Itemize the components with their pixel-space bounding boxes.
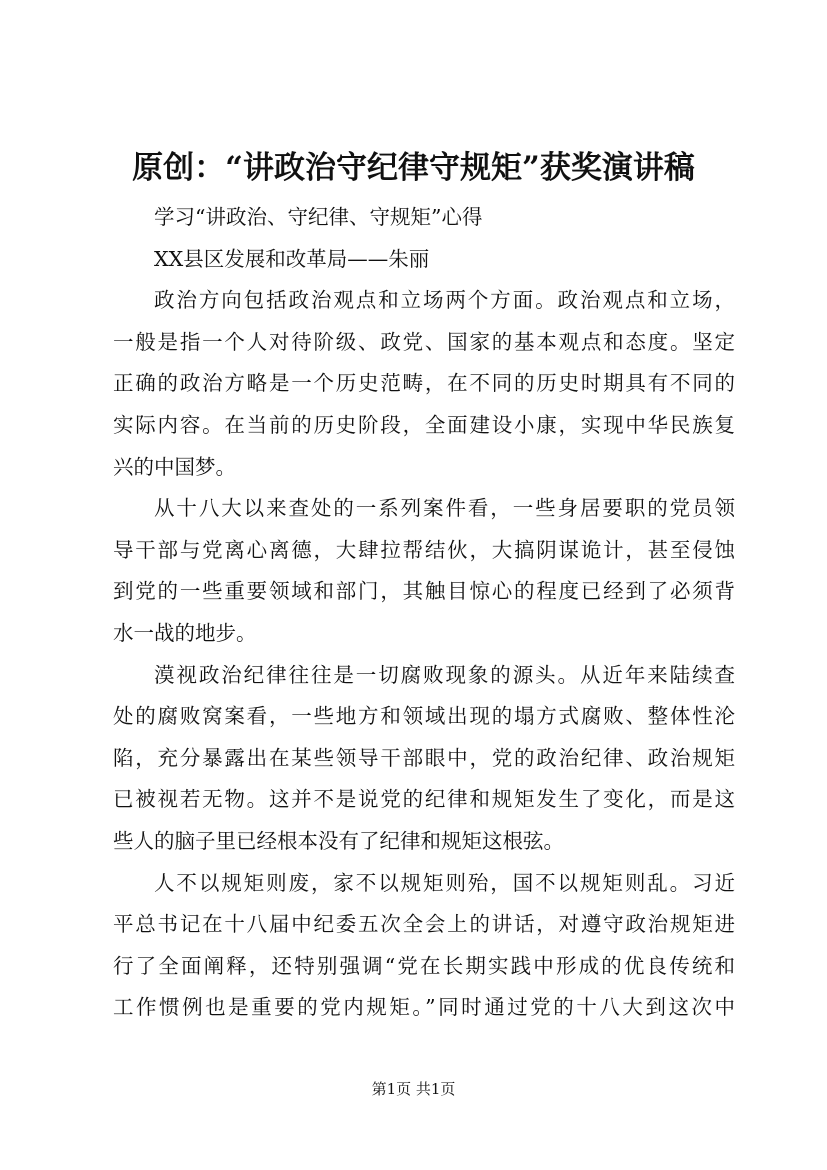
- paragraph-line: 水一战的地步。: [113, 620, 257, 645]
- paragraph-line: 一般是指一个人对待阶级、政党、国家的基本观点和态度。坚定: [113, 329, 735, 354]
- paragraph-line: 些人的脑子里已经根本没有了纪律和规矩这根弦。: [113, 828, 564, 853]
- paragraph-line: 工作惯例也是重要的党内规矩。”同时通过党的十八大到这次中: [113, 995, 735, 1020]
- paragraph-line: 漠视政治纪律往往是一切腐败现象的源头。从近年来陆续查: [154, 662, 735, 687]
- paragraph-line: 平总书记在十八届中纪委五次全会上的讲话，对遵守政治规矩进: [113, 912, 735, 937]
- author-line: XX县区发展和改革局——朱丽: [154, 246, 430, 271]
- subtitle: 学习“讲政治、守纪律、守规矩”心得: [154, 205, 483, 229]
- paragraph-4: [113, 863, 735, 1029]
- paragraph-3: [113, 655, 735, 863]
- paragraph-line: 陷，充分暴露出在某些领导干部眼中，党的政治纪律、政治规矩: [113, 745, 735, 770]
- paragraph-line: 到党的一些重要领域和部门，其触目惊心的程度已经到了必须背: [113, 579, 735, 604]
- paragraph-line: 已被视若无物。这并不是说党的纪律和规矩发生了变化，而是这: [113, 787, 735, 812]
- paragraph-line: 兴的中国梦。: [113, 454, 236, 479]
- page-footer: 第1页 共1页: [371, 1080, 456, 1098]
- paragraph-line: 政治方向包括政治观点和立场两个方面。政治观点和立场，: [154, 288, 735, 313]
- paragraph-line: 人不以规矩则废，家不以规矩则殆，国不以规矩则乱。习近: [154, 870, 735, 895]
- paragraph-1: [113, 280, 735, 488]
- document-body: [113, 197, 735, 1029]
- paragraph-line: 从十八大以来查处的一系列案件看，一些身居要职的党员领: [154, 496, 735, 521]
- document-title: 原创：“讲政治守纪律守规矩”获奖演讲稿: [132, 150, 695, 186]
- paragraph-line: 正确的政治方略是一个历史范畴，在不同的历史时期具有不同的: [113, 371, 735, 396]
- paragraph-line: 导干部与党离心离德，大肆拉帮结伙，大搞阴谋诡计，甚至侵蚀: [113, 537, 735, 562]
- paragraph-line: 实际内容。在当前的历史阶段，全面建设小康，实现中华民族复: [113, 412, 735, 437]
- paragraph-2: [113, 488, 735, 654]
- paragraph-line: 行了全面阐释，还特别强调“党在长期实践中形成的优良传统和: [113, 953, 735, 978]
- paragraph-line: 处的腐败窝案看，一些地方和领域出现的塌方式腐败、整体性沦: [113, 704, 735, 729]
